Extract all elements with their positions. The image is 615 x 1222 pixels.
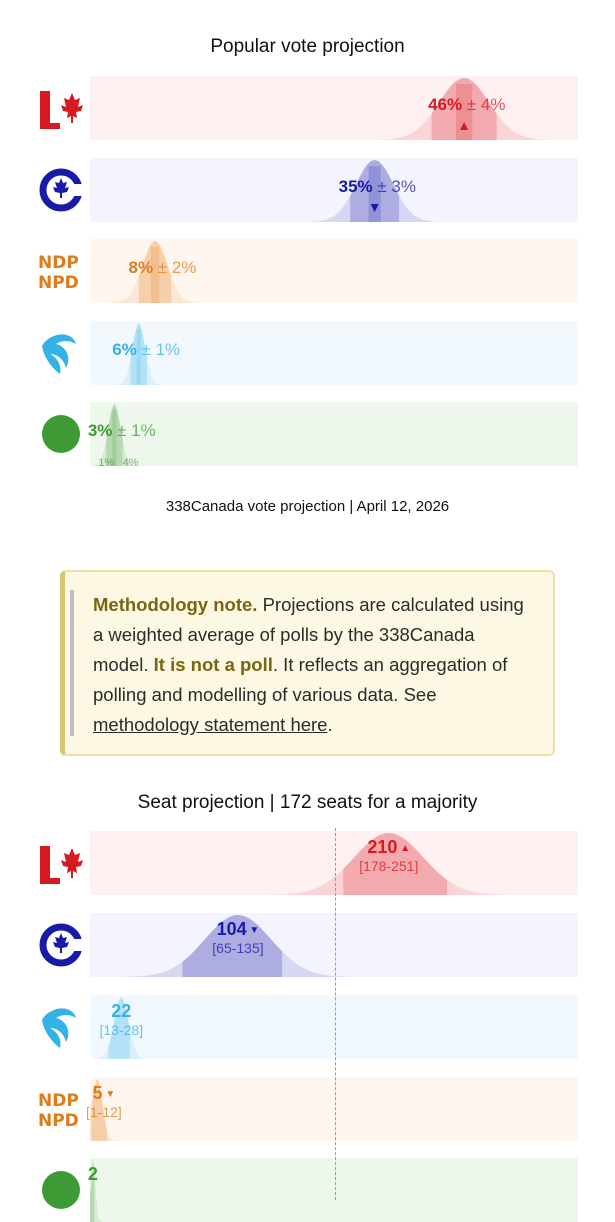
vote-row-ndp [0, 239, 615, 303]
seat-value-text-ndp: 5 [92, 1083, 103, 1103]
seat-value-text-gpc: 2 [87, 1164, 98, 1184]
seat-value-text-cpc: 104 [216, 919, 247, 939]
green-logo [36, 409, 86, 459]
seat-range-bq: [13-28] [99, 1022, 144, 1038]
vote-range-high-label: 4% [122, 457, 139, 469]
seat-row-bq [0, 995, 615, 1059]
vote-moe-ndp: ± 2% [153, 258, 197, 277]
vote-chart-caption: 338Canada vote projection | April 12, 2026 [165, 498, 450, 515]
seat-value-ndp [86, 1083, 122, 1104]
note-emphasis: It is not a poll [153, 654, 273, 675]
svg-text:NPD: NPD [38, 1111, 79, 1131]
vote-row-bq [0, 321, 615, 385]
liberal-logo [36, 83, 86, 133]
seat-row-ndp [0, 1077, 615, 1141]
vote-curve-cpc [90, 160, 578, 222]
seat-row-lpc [0, 831, 615, 895]
vote-value-ndp: 8% [128, 258, 154, 277]
seat-label-gpc [88, 1164, 98, 1185]
vote-value-cpc: 35% [338, 177, 373, 196]
vote-moe-bq: ± 1% [136, 340, 181, 359]
vote-label-lpc [428, 95, 505, 115]
seat-value-cpc [212, 919, 263, 940]
note-accent-bar [70, 590, 74, 736]
vote-moe-lpc: ± 4% [462, 95, 506, 114]
bloc-logo [36, 1002, 86, 1052]
note-part-2: . It reflects an aggregation of polling and modelling of various data. See [93, 654, 508, 705]
seat-value-gpc [88, 1164, 98, 1185]
svg-text:NPD: NPD [38, 273, 79, 293]
note-text [93, 590, 535, 740]
methodology-link[interactable]: methodology statement here [93, 714, 328, 735]
note-part-1: Projections are calculated using a weighted average of polls by the 338Canada model. [93, 594, 524, 675]
seat-value-text-lpc: 210 [367, 837, 398, 857]
vote-label-gpc [88, 421, 156, 441]
vote-label-ndp [128, 258, 196, 278]
ndp-logo [36, 246, 86, 296]
trend-down-icon: ▼ [102, 1088, 116, 1100]
conservative-logo [36, 165, 86, 215]
seat-label-ndp [86, 1083, 122, 1120]
seat-value-bq [100, 1001, 144, 1022]
seat-range-cpc: [65-135] [212, 940, 264, 956]
vote-value-lpc: 46% [428, 95, 463, 114]
vote-track-cpc [90, 158, 578, 222]
liberal-logo [36, 838, 86, 888]
trend-up-icon: ▲ [397, 842, 411, 854]
seat-label-bq [100, 1001, 144, 1038]
seat-chart-title: Seat projection | 172 seats for a majority [137, 792, 478, 813]
vote-value-gpc: 3% [87, 421, 113, 440]
vote-range-low-label: 1% [98, 457, 115, 469]
seat-label-cpc [212, 919, 263, 956]
seat-range-lpc: [178-251] [359, 858, 419, 874]
vote-label-bq [112, 340, 180, 360]
vote-value-bq: 6% [112, 340, 137, 359]
note-lead: Methodology note. [93, 594, 258, 615]
seat-range-ndp: [1-12] [86, 1104, 122, 1120]
seat-value-lpc [359, 837, 418, 858]
vote-moe-gpc: ± 1% [112, 421, 156, 440]
seat-row-cpc [0, 913, 615, 977]
vote-curve-gpc [87, 404, 578, 466]
vote-track-gpc [87, 402, 578, 466]
majority-line [335, 828, 336, 1200]
vote-chart-title: Popular vote projection [210, 36, 405, 57]
seat-value-text-bq: 22 [111, 1001, 132, 1021]
methodology-note [60, 570, 555, 756]
vote-row-cpc [0, 158, 615, 222]
vote-row-lpc [0, 76, 615, 140]
ndp-logo [36, 1084, 86, 1134]
seat-label-lpc [359, 837, 418, 874]
svg-text:NDP: NDP [38, 253, 79, 273]
seat-row-gpc [0, 1158, 615, 1222]
svg-text:NDP: NDP [38, 1091, 79, 1111]
vote-moe-cpc: ± 3% [372, 177, 417, 196]
conservative-logo [36, 920, 86, 970]
trend-down-icon: ▼ [246, 924, 260, 936]
bloc-logo [36, 328, 86, 378]
note-end: . [327, 714, 333, 735]
vote-label-cpc [339, 177, 416, 197]
vote-row-gpc [0, 402, 615, 466]
green-logo [36, 1165, 86, 1215]
